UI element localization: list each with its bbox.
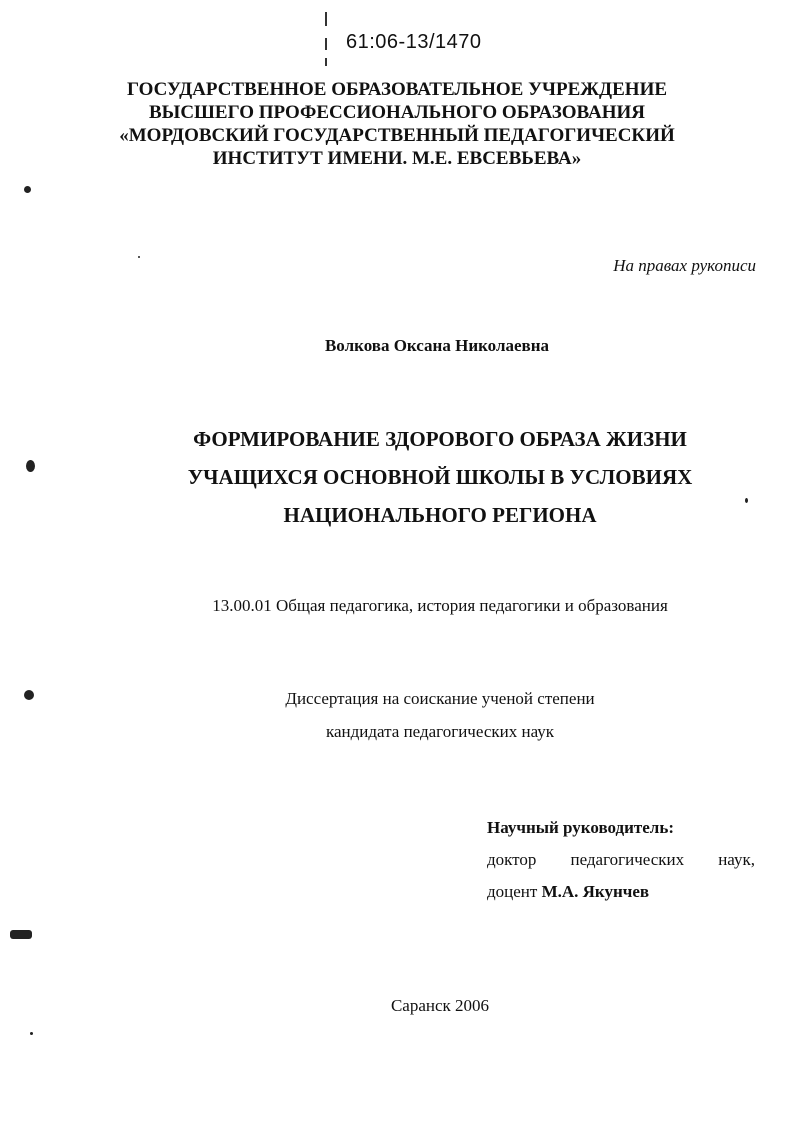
institution-line: «МОРДОВСКИЙ ГОСУДАРСТВЕННЫЙ ПЕДАГОГИЧЕСКИЙ — [119, 125, 675, 146]
advisor-rank: доцент — [487, 882, 542, 901]
advisor-degree-line — [487, 844, 755, 876]
degree-statement — [0, 682, 794, 748]
institution-name — [0, 78, 794, 170]
scan-speck — [745, 498, 748, 503]
title-line: ФОРМИРОВАНИЕ ЗДОРОВОГО ОБРАЗА ЖИЗНИ — [193, 427, 687, 451]
advisor-heading: Научный руководитель: — [487, 818, 674, 837]
scan-speck — [24, 186, 31, 193]
institution-line: ГОСУДАРСТВЕННОЕ ОБРАЗОВАТЕЛЬНОЕ УЧРЕЖДЕНИЕ — [126, 79, 668, 100]
scan-speck — [26, 460, 35, 472]
degree-line: Диссертация на соискание ученой степени — [285, 689, 595, 708]
advisor-name: М.А. Якунчев — [541, 882, 650, 901]
title-line: УЧАЩИХСЯ ОСНОВНОЙ ШКОЛЫ В УСЛОВИЯХ — [187, 465, 693, 489]
advisor-title-line — [487, 876, 755, 908]
advisor-degree-word: доктор — [487, 850, 537, 869]
manuscript-rights-note: На правах рукописи — [613, 256, 756, 275]
scan-tick-mark — [325, 12, 327, 26]
scan-tick-mark — [325, 58, 327, 66]
scan-speck — [10, 930, 32, 939]
author-name: Волкова Оксана Николаевна — [324, 336, 550, 355]
scan-speck — [138, 256, 140, 258]
scientific-advisor-block — [487, 812, 755, 908]
archive-code-number: 61:06-13/1470 — [346, 31, 482, 53]
scan-speck — [24, 690, 34, 700]
city-and-year: Саранск 2006 — [390, 996, 490, 1015]
institution-line: ВЫСШЕГО ПРОФЕССИОНАЛЬНОГО ОБРАЗОВАНИЯ — [149, 102, 645, 123]
institution-line: ИНСТИТУТ ИМЕНИ. М.Е. ЕВСЕВЬЕВА» — [212, 148, 582, 169]
scan-speck — [30, 1032, 33, 1035]
advisor-degree-word: наук, — [718, 850, 755, 869]
scan-tick-mark — [325, 38, 327, 50]
title-line: НАЦИОНАЛЬНОГО РЕГИОНА — [283, 503, 597, 527]
specialty-code: 13.00.01 Общая педагогика, история педагогики и образования — [212, 596, 668, 615]
dissertation-title — [0, 420, 794, 534]
degree-line: кандидата педагогических наук — [325, 722, 555, 741]
advisor-degree-word: педагогических — [570, 850, 685, 869]
